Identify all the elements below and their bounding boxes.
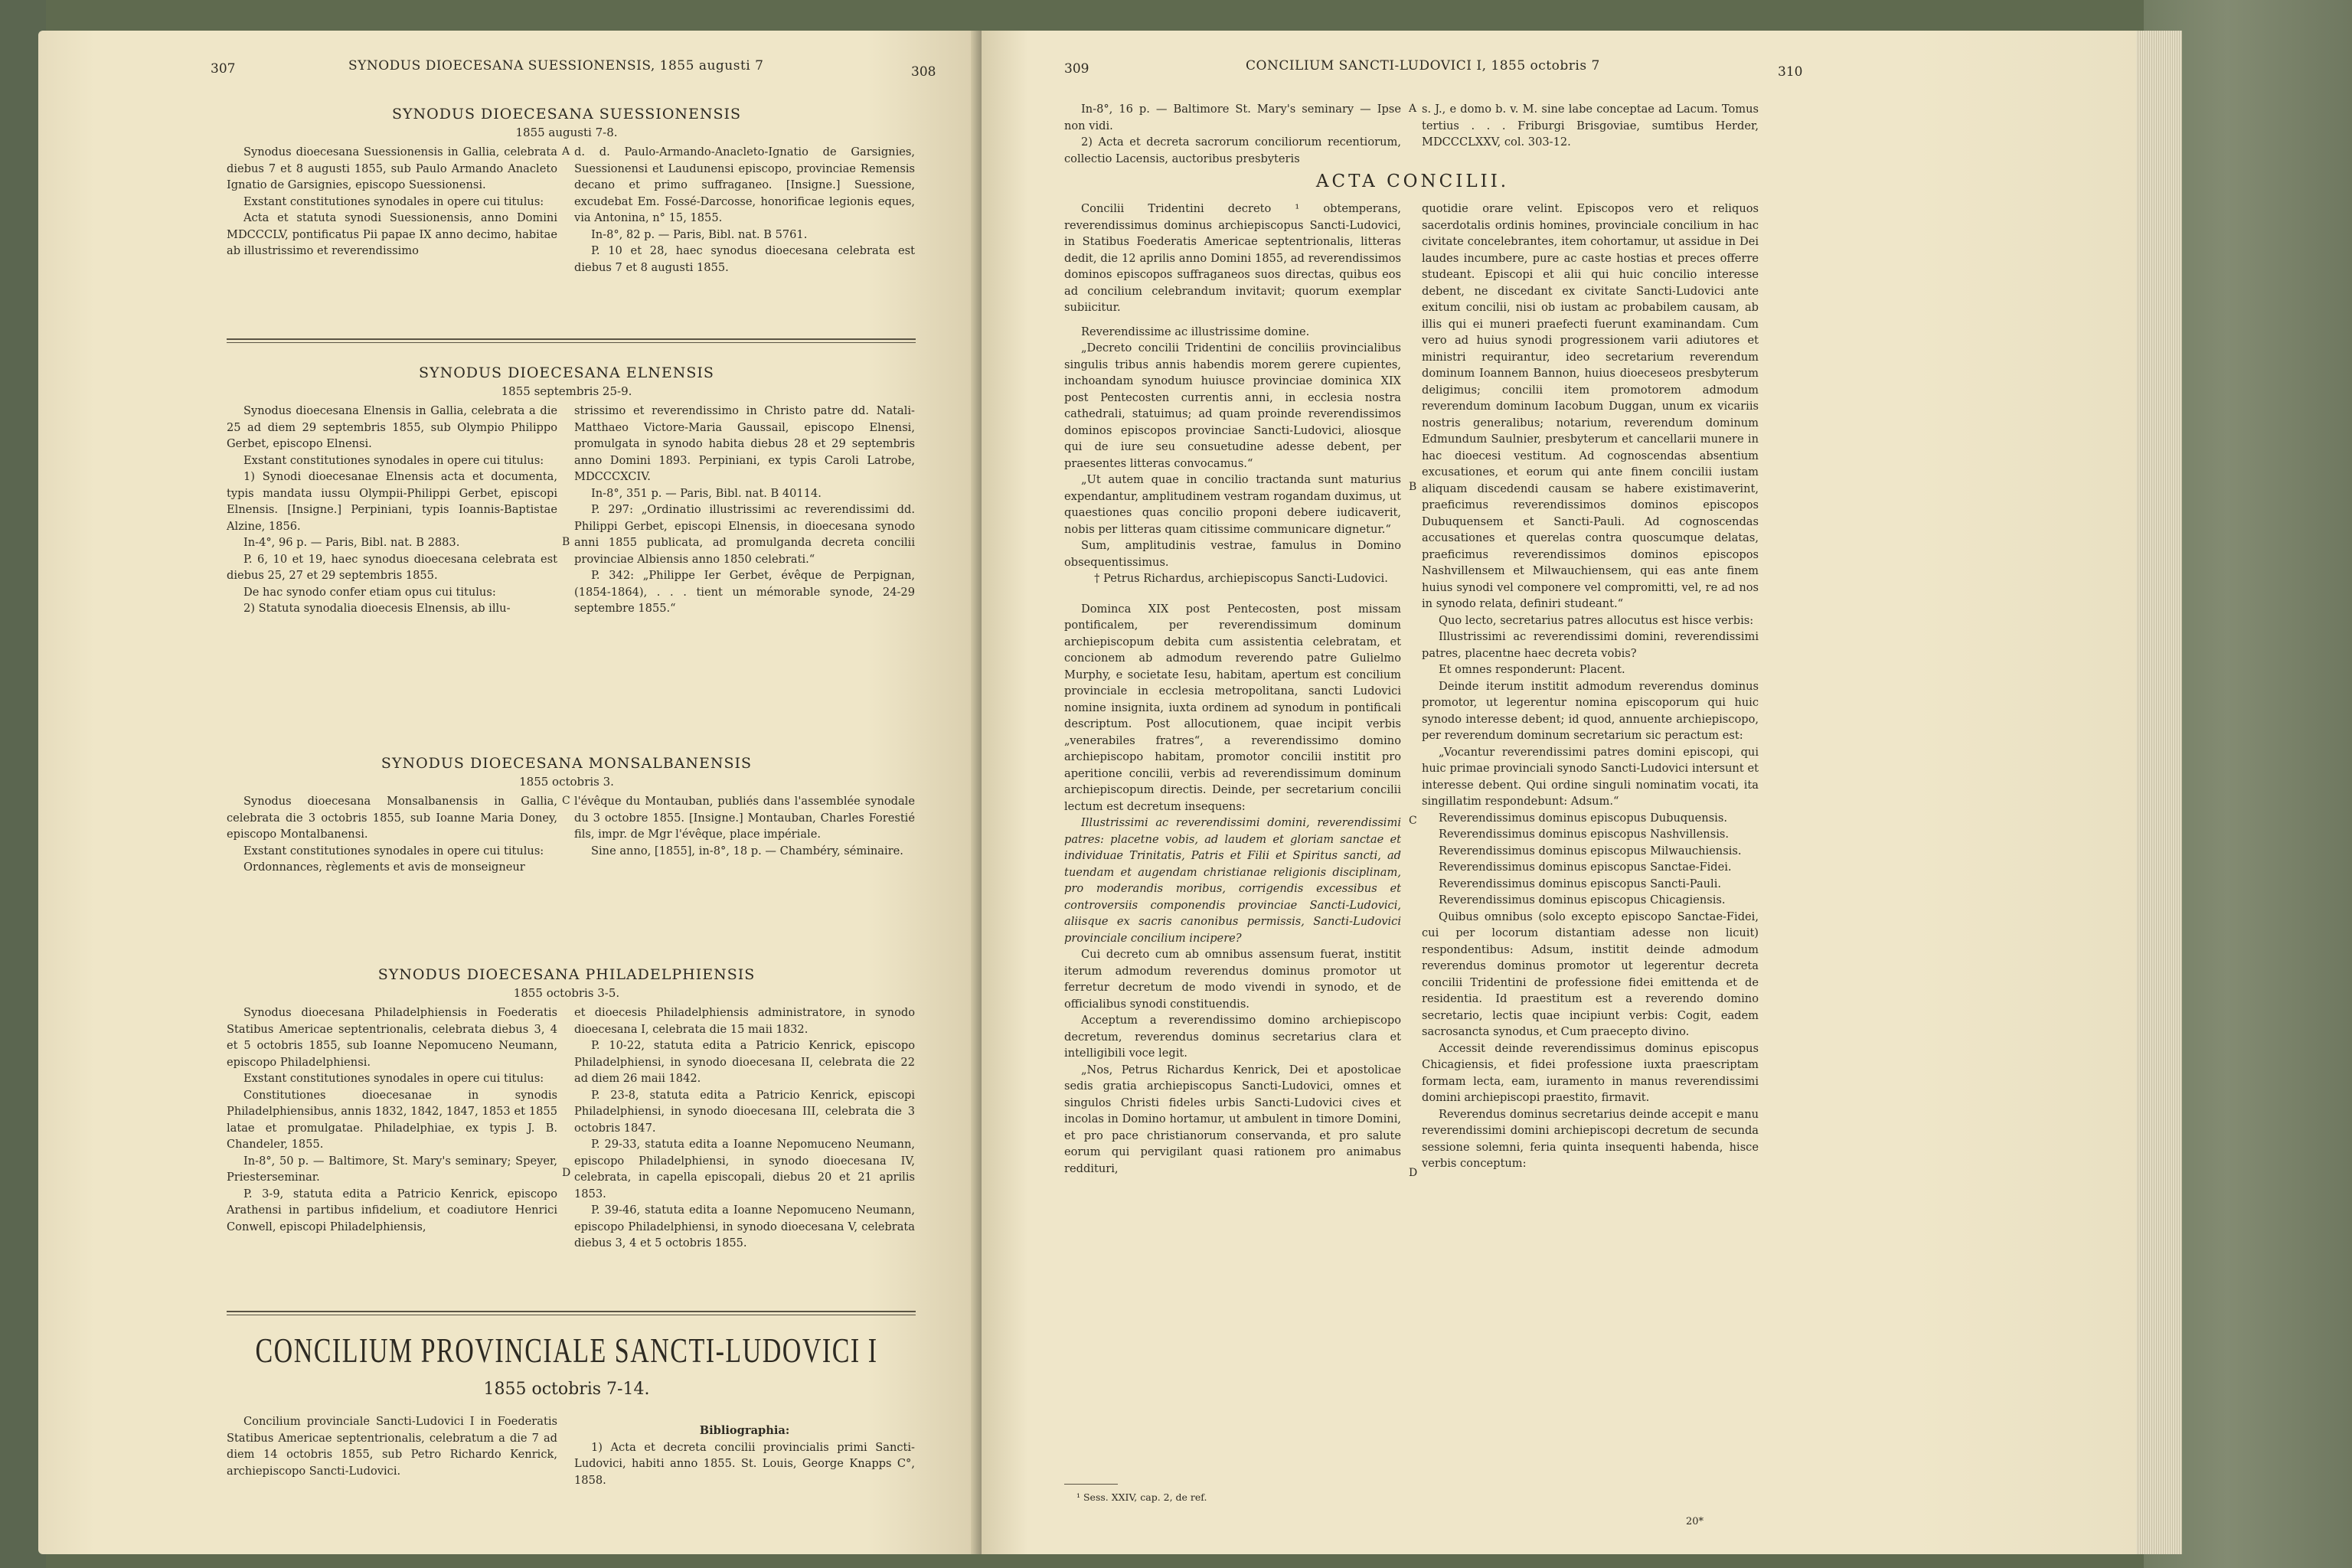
concilium-column-2 — [574, 1423, 915, 1488]
section-divider — [227, 1311, 916, 1312]
margin-marker-a: A — [562, 145, 570, 158]
signature-mark: 20* — [1686, 1516, 1704, 1527]
salutation: Reverendissime ac illustrissime domine. — [1081, 325, 1310, 338]
paragraph: P. 10-22, statuta edita a Patricio Kenrick, episcopo Philadelphiensi, in synodo dioecesana II, celebrata die 22 ad diem 26 maii 1842. — [574, 1039, 915, 1085]
paragraph: P. 342: „Philippe Ier Gerbet, évêque de Perpignan, (1854-1864), . . . tient un mémorable synode, 24-29 septembre 1855.“ — [574, 569, 915, 615]
paragraph: „Decreto concilii Tridentini de conciliis provincialibus singulis tribus annis habendis morem gerere cupientes, inchoandam synodum huiusce provinciae dominica XIX post Pentecosten currentis anni, in ecclesia nostra cathedrali, statuimus; ad quam proinde reverendissimos dominos episcopos provinciae Sancti-Ludovici, aliosque qui de iure seu consuetudine adesse debent, per praesentes litteras convocamus.“ — [1064, 341, 1401, 470]
paragraph: „Nos, Petrus Richardus Kenrick, Dei et apostolicae sedis gratia archiepiscopus Sancti-Ludovici, omnes et singulos Christi fideles urbis Sancti-Ludovici cives et incolas in Domino hortamur, ut ambulent in timore Domini, et pro pace christianorum conservanda, et pro salute eorum qui pervigilant quasi rationem pro animabus reddituri, — [1064, 1063, 1401, 1175]
paragraph: Reverendissimus dominus episcopus Sanctae-Fidei. — [1439, 861, 1732, 874]
philadelphiensis-column-1 — [227, 1004, 557, 1235]
paragraph: In-8°, 82 p. — Paris, Bibl. nat. B 5761. — [591, 227, 808, 241]
margin-marker-b: B — [1409, 481, 1417, 493]
page-number-307: 307 — [211, 61, 236, 77]
elnensis-column-2 — [574, 403, 915, 617]
concilium-column-1 — [227, 1413, 557, 1479]
margin-marker-b: B — [562, 536, 570, 548]
acta-concilii-heading: ACTA CONCILII. — [1315, 172, 1510, 191]
paragraph: Reverendissimus dominus episcopus Chicagiensis. — [1439, 893, 1726, 906]
paragraph: Et omnes responderunt: Placent. — [1439, 663, 1625, 676]
philadelphiensis-column-2 — [574, 1004, 915, 1252]
paragraph: P. 29-33, statuta edita a Ioanne Nepomuceno Neumann, episcopo Philadelphiensi, in synodo dioecesana IV, celebrata, in capella episcopali, diebus 20 et 21 aprilis 1853. — [574, 1138, 915, 1200]
paragraph: Accessit deinde reverendissimus dominus episcopus Chicagiensis, et fidei professione iuxta praescriptam formam lecta, eam, iuramento in manus reverendissimi domini archiepiscopi praestito, firmavit. — [1422, 1041, 1759, 1104]
paragraph: Quibus omnibus (solo excepto episcopo Sanctae-Fidei, cui per locorum distantiam adesse non licuit) respondentibus: Adsum, institit deinde admodum reverendus dominus promotor ut legerentur decreta concilii Tridentini de professione fidei emittenda et de residentia. Id praestitum est a reverendo domino secretario, lectis quae incipiunt verbis: Cogit, eadem sacrosancta synodus, et Cum praecepto divino. — [1422, 910, 1759, 1038]
paragraph: In-8°, 16 p. — Baltimore St. Mary's seminary — Ipse non vidi. — [1064, 103, 1401, 132]
section-title-suessionensis: SYNODUS DIOECESANA SUESSIONENSIS — [391, 106, 742, 122]
page-number-308: 308 — [911, 64, 936, 80]
paragraph: Concilii Tridentini decreto ¹ obtemperans, reverendissimus dominus archiepiscopus Sancti-Ludovici, in Statibus Foederatis Americae septentrionalis, litteras dedit, die 12 aprilis anno Domini 1855, ad reverendissimos dominos episcopos suffraganeos suos directas, quibus eos ad concilium celebrandum invitavit; quorum exemplar subiicitur. — [1064, 202, 1401, 314]
paragraph: s. J., e domo b. v. M. sine labe conceptae ad Lacum. Tomus tertius . . . Friburgi Brisgoviae, sumtibus Herder, MDCCCLXXV, col. 303-12. — [1422, 103, 1759, 149]
paragraph: Constitutiones dioecesanae in synodis Philadelphiensibus, annis 1832, 1842, 1847, 1853 et 1855 latae et promulgatae. Philadelphiae, ex typis J. B. Chandeler, 1855. — [227, 1088, 557, 1151]
signature: † Petrus Richardus, archiepiscopus Sancti-Ludovici. — [1094, 572, 1388, 585]
page-number-310: 310 — [1778, 64, 1803, 80]
paragraph: Reverendissimus dominus episcopus Dubuquensis. — [1439, 811, 1727, 825]
paragraph: Concilium provinciale Sancti-Ludovici I in Foederatis Statibus Americae septentrionalis, celebratum a die 7 ad diem 14 octobris 1855, sub Petro Richardo Kenrick, archiepiscopo Sancti-Ludovici. — [227, 1415, 557, 1478]
book-page-edges — [2136, 31, 2182, 1554]
section-date-elnensis: 1855 septembris 25-9. — [501, 384, 632, 398]
paragraph: Reverendus dominus secretarius deinde accepit e manu reverendissimi domini archiepiscopi decretum de secunda sessione solemni, feria quinta insequenti habenda, hisce verbis conceptum: — [1422, 1107, 1759, 1170]
paragraph: In-4°, 96 p. — Paris, Bibl. nat. B 2883. — [243, 536, 460, 549]
left-page — [38, 31, 980, 1554]
paragraph: l'évêque du Montauban, publiés dans l'assemblée synodale du 3 octobre 1855. [Insigne.] Montauban, Charles Forestié fils, impr. de Mgr l'évêque, place impériale. — [574, 795, 915, 841]
paragraph: Cui decreto cum ab omnibus assensum fuerat, institit iterum admodum reverendus dominus promotor ut ferretur decretum de modo vivendi in synodo, et de officialibus synodi constituendis. — [1064, 948, 1401, 1011]
section-divider — [227, 342, 916, 343]
paragraph: quotidie orare velint. Episcopos vero et reliquos sacerdotalis ordinis homines, provinciale concilium in hac civitate concelebrantes, item cohortamur, ut assidue in Dei laudes incumbere, pure ac caste hostias et preces offerre studeant. Episcopi et alii qui huic concilio interesse debent, ne discedant ex civitate Sancti-Ludovici ante exitum concilii, nisi ob iustam ac probabilem causam, ab illis qui ei muneri praefecti fuerunt examinandam. Cum vero ad huius synodi progressionem varii adiutores et ministri requirantur, ideo secretarium reverendum dominum Ioannem Bannon, huius dioeceseos presbyterum deligimus; concilii item promotorem admodum reverendum dominum Iacobum Duggan, unum ex vicariis nostris generalibus; notarium, reverendum dominum Edmundum Saulnier, presbyterum et cancellarii munere in hac dioecesi vestitum. Ad cognoscendas absentium excusationes, et eorum qui ante finem concilii iustam aliquam discedendi causam se habere existimaverint, praeficimus reverendissimos dominos episcopos Dubuquensem et Sancti-Pauli. Ad cognoscendas accusationes et querelas contra quoscumque delatas, praeficimus reverendissimos dominos episcopos Nashvillensem et Milwauchiensem, qui eas ante finem huius synodi vel componere vel compromitti, vel, re ad nos in synodo relata, definiri studeant.“ — [1422, 202, 1759, 610]
margin-marker-c: C — [562, 795, 570, 807]
paragraph: Illustrissimi ac reverendissimi domini, reverendissimi patres: placetne vobis, ad laudem et gloriam sanctae et individuae Trinitatis, Patris et Filii et Spiritus sancti, ad tuendam et augendam christianae religionis disciplinam, pro moderandis moribus, corrigendis excessibus et controversiis componendis provinciae Sancti-Ludovici, aliisque ex sacris canonibus permissis, Sancti-Ludovici provinciale concilium incipere? — [1064, 816, 1401, 945]
paragraph: Synodus dioecesana Philadelphiensis in Foederatis Statibus Americae septentrionalis, celebrata diebus 3, 4 et 5 octobris 1855, sub Ioanne Nepomuceno Neumann, episcopo Philadelphiensi. — [227, 1006, 557, 1069]
paragraph: Exstant constitutiones synodales in opere cui titulus: — [243, 453, 544, 467]
paragraph: Reverendissimus dominus episcopus Milwauchiensis. — [1439, 844, 1742, 858]
margin-marker-d: D — [1409, 1167, 1418, 1179]
paragraph: „Ut autem quae in concilio tractanda sunt maturius expendantur, amplitudinem vestram rogandam duximus, ut quaestiones quas concilio proponi debere iudicaverit, nobis per litteras quam citissime communicare dignetur.“ — [1064, 473, 1401, 536]
section-divider — [227, 338, 916, 340]
paragraph: et dioecesis Philadelphiensis administratore, in synodo dioecesana I, celebrata die 15 maii 1832. — [574, 1006, 915, 1036]
paragraph: P. 6, 10 et 19, haec synodus dioecesana celebrata est diebus 25, 27 et 29 septembris 1855. — [227, 552, 557, 582]
section-title-elnensis: SYNODUS DIOECESANA ELNENSIS — [419, 364, 714, 381]
paragraph: Synodus dioecesana Suessionensis in Gallia, celebrata diebus 7 et 8 augusti 1855, sub Paulo Armando Anacleto Ignatio de Garsignies, episcopo Suessionensi. — [227, 145, 557, 191]
footnote-rule — [1064, 1484, 1118, 1485]
paragraph: „Vocantur reverendissimi patres domini episcopi, qui huic primae provinciali synodo Sancti-Ludovici intersunt et interesse debent. Qui ordine singuli nominatim vocati, ita singillatim respondebunt: Adsum.“ — [1422, 745, 1759, 808]
paragraph: P. 10 et 28, haec synodus dioecesana celebrata est diebus 7 et 8 augusti 1855. — [574, 244, 915, 274]
section-date-suessionensis: 1855 augusti 7-8. — [515, 126, 618, 139]
acta-column-2 — [1422, 201, 1759, 1172]
right-page — [982, 31, 2145, 1554]
paragraph: Quo lecto, secretarius patres allocutus est hisce verbis: — [1439, 613, 1754, 627]
paragraph: Synodus dioecesana Monsalbanensis in Gallia, celebrata die 3 octobris 1855, sub Ioanne Maria Doney, episcopo Montalbanensi. — [227, 795, 557, 841]
section-title-monsalbanensis: SYNODUS DIOECESANA MONSALBANENSIS — [381, 755, 753, 772]
section-date-monsalbanensis: 1855 octobris 3. — [519, 775, 614, 789]
paragraph: Exstant constitutiones synodales in opere cui titulus: — [243, 844, 544, 858]
paragraph: 1) Acta et decreta concilii provincialis primi Sancti-Ludovici, habiti anno 1855. St. Louis, George Knapps C°, 1858. — [574, 1440, 915, 1487]
paragraph: Reverendissimus dominus episcopus Sancti-Pauli. — [1439, 877, 1722, 890]
paragraph: d. d. Paulo-Armando-Anacleto-Ignatio de Garsignies, Suessionensi et Laudunensi episcopo, provinciae Remensis decano et primo suffraganeo. [Insigne.] Suessione, excudebat Em. Fossé-Darcosse, honorificae legionis eques, via Antonina, n° 15, 1855. — [574, 145, 915, 224]
paragraph: P. 39-46, statuta edita a Ioanne Nepomuceno Neumann, episcopo Philadelphiensi, in synodo dioecesana V, celebrata diebus 3, 4 et 5 octobris 1855. — [574, 1204, 915, 1250]
monsalbanensis-column-1 — [227, 793, 557, 876]
paragraph: P. 23-8, statuta edita a Patricio Kenrick, episcopi Philadelphiensi, in synodo dioecesana III, celebrata die 3 octobris 1847. — [574, 1088, 915, 1135]
monsalbanensis-column-2 — [574, 793, 915, 859]
bibliographia-heading: Bibliographia: — [699, 1424, 790, 1437]
paragraph: Acta et statuta synodi Suessionensis, anno Domini MDCCCLV, pontificatus Pii papae IX anno decimo, habitae ab illustrissimo et reverendissimo — [227, 211, 557, 257]
footnote: ¹ Sess. XXIV, cap. 2, de ref. — [1076, 1491, 1207, 1503]
concilium-title: CONCILIUM PROVINCIALE SANCTI-LUDOVICI I — [255, 1332, 878, 1370]
running-head-left: SYNODUS DIOECESANA SUESSIONENSIS, 1855 augusti 7 — [348, 58, 764, 74]
page-number-309: 309 — [1064, 61, 1089, 77]
concilium-date: 1855 octobris 7-14. — [483, 1380, 650, 1399]
paragraph: 2) Acta et decreta sacrorum conciliorum recentiorum, collectio Lacensis, auctoribus presbyteris — [1064, 136, 1401, 165]
section-date-philadelphiensis: 1855 octobris 3-5. — [513, 986, 620, 1000]
paragraph: Illustrissimi ac reverendissimi domini, reverendissimi patres, placentne haec decreta vobis? — [1422, 630, 1759, 660]
paragraph: Sine anno, [1855], in-8°, 18 p. — Chambéry, séminaire. — [591, 844, 903, 858]
paragraph: 2) Statuta synodalia dioecesis Elnensis, ab illu- — [243, 602, 511, 615]
paragraph: Exstant constitutiones synodales in opere cui titulus: — [243, 194, 544, 208]
paragraph: Sum, amplitudinis vestrae, famulus in Domino obsequentissimus. — [1064, 539, 1401, 569]
bibliography-continuation-column-1 — [1064, 101, 1401, 167]
paragraph: In-8°, 351 p. — Paris, Bibl. nat. B 40114. — [591, 486, 822, 500]
paragraph: Dominca XIX post Pentecosten, post missam pontificalem, per reverendissimum dominum archiepiscopum debita cum assistentia celebratam, et concionem ab admodum reverendo patre Gulielmo Murphy, e societate Iesu, habitam, apertum est concilium provinciale in ecclesia metropolitana, sancti Ludovici nomine insignita, iuxta ordinem ad synodum in pontificali descriptum. Post allocutionem, quae incipit verbis „venerabiles fratres“, a reverendissimo domino archiepiscopo habitam, promotor concilii institit pro aperitione concilii, verbis ad reverendissimum dominum archiepiscopum directis. Deinde, per secretarium concilii lectum est decretum insequens: — [1064, 602, 1401, 813]
paragraph: P. 3-9, statuta edita a Patricio Kenrick, episcopo Arathensi in partibus infidelium, et coadiutore Henrici Conwell, episcopi Philadelphiensis, — [227, 1187, 557, 1233]
margin-marker-a: A — [1409, 103, 1417, 115]
paragraph: Exstant constitutiones synodales in opere cui titulus: — [243, 1072, 544, 1085]
suessionensis-column-2 — [574, 144, 915, 276]
paragraph: 1) Synodi dioecesanae Elnensis acta et documenta, typis mandata iussu Olympii-Philippi Gerbet, episcopi Elnensis. [Insigne.] Perpiniani, typis Ioannis-Baptistae Alzine, 1856. — [227, 470, 557, 533]
paragraph: Ordonnances, règlements et avis de monseigneur — [243, 861, 525, 874]
paragraph: In-8°, 50 p. — Baltimore, St. Mary's seminary; Speyer, Priesterseminar. — [227, 1154, 557, 1184]
margin-marker-d: D — [562, 1167, 571, 1179]
paragraph: Acceptum a reverendissimo domino archiepiscopo decretum, reverendus dominus secretarius clara et intelligibili voce legit. — [1064, 1014, 1401, 1060]
elnensis-column-1 — [227, 403, 557, 617]
paragraph: strissimo et reverendissimo in Christo patre dd. Natali-Matthaeo Victore-Maria Gaussail, episcopo Elnensi, promulgata in synodo habita diebus 28 et 29 septembris anno Domini 1893. Perpiniani, ex typis Caroli Latrobe, MDCCCXCIV. — [574, 404, 915, 483]
running-head-right: CONCILIUM SANCTI-LUDOVICI I, 1855 octobris 7 — [1246, 58, 1600, 74]
margin-marker-c: C — [1409, 815, 1417, 827]
bibliography-continuation-column-2 — [1422, 101, 1759, 151]
paragraph: De hac synodo confer etiam opus cui titulus: — [243, 585, 496, 599]
acta-column-1 — [1064, 201, 1401, 1177]
paragraph: Deinde iterum institit admodum reverendus dominus promotor, ut legerentur nomina episcoporum qui huic synodo interesse debent; id quod, annuente archiepiscopo, per reverendum dominum secretarium sic peractum est: — [1422, 679, 1759, 742]
paragraph: Reverendissimus dominus episcopus Nashvillensis. — [1439, 828, 1729, 841]
section-title-philadelphiensis: SYNODUS DIOECESANA PHILADELPHIENSIS — [377, 966, 756, 983]
paragraph: P. 297: „Ordinatio illustrissimi ac reverendissimi dd. Philippi Gerbet, episcopi Elnensis, in dioecesana synodo anni 1855 publicata, ad promulganda decreta concilii provinciae Albiensis anno 1850 celebrati.“ — [574, 503, 915, 566]
suessionensis-column-1 — [227, 144, 557, 260]
paragraph: Synodus dioecesana Elnensis in Gallia, celebrata a die 25 ad diem 29 septembris 1855, sub Olympio Philippo Gerbet, episcopo Elnensi. — [227, 404, 557, 450]
